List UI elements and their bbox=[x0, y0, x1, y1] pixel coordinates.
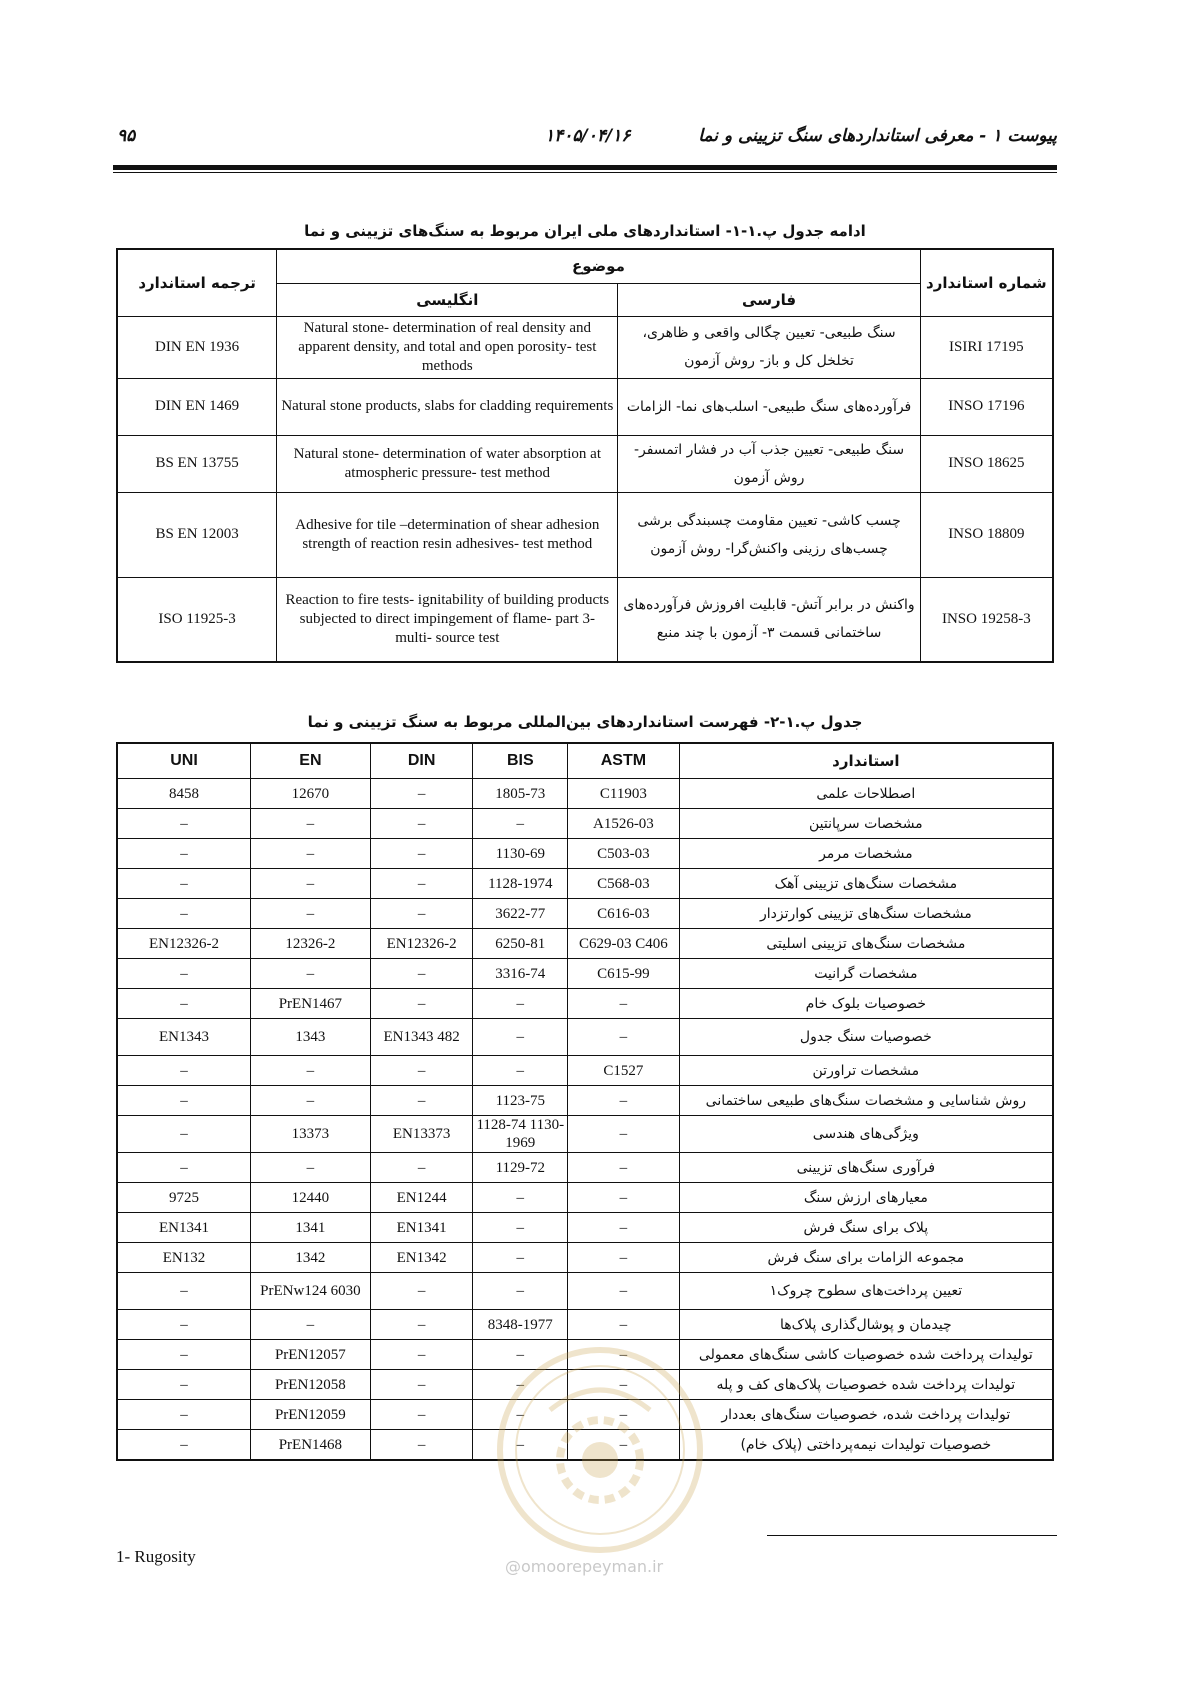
astm-cell: A1526-03 bbox=[568, 809, 680, 839]
en-cell: – bbox=[251, 1310, 371, 1340]
en-cell: 12326-2 bbox=[251, 929, 371, 959]
en-cell: – bbox=[251, 809, 371, 839]
translation-cell: DIN EN 1469 bbox=[117, 378, 277, 435]
uni-cell: – bbox=[117, 1056, 251, 1086]
din-cell: EN1244 bbox=[370, 1183, 473, 1213]
en-cell: 1341 bbox=[251, 1213, 371, 1243]
uni-cell: – bbox=[117, 809, 251, 839]
watermark-url: @omoorepeyman.ir bbox=[505, 1557, 664, 1576]
standard-cell: اصطلاحات علمی bbox=[679, 779, 1053, 809]
uni-cell: – bbox=[117, 959, 251, 989]
uni-cell: – bbox=[117, 839, 251, 869]
astm-cell: – bbox=[568, 1116, 680, 1153]
uni-cell: – bbox=[117, 1370, 251, 1400]
table-row bbox=[117, 869, 1053, 899]
astm-cell: C629-03 C406 bbox=[568, 929, 680, 959]
standard-cell: تولیدات پرداخت شده خصوصیات پلاک‌های کف و پله bbox=[679, 1370, 1053, 1400]
standard-cell: مشخصات سرپانتین bbox=[679, 809, 1053, 839]
bis-cell: – bbox=[473, 1370, 568, 1400]
table-row bbox=[117, 1243, 1053, 1273]
bis-cell: 1123-75 bbox=[473, 1086, 568, 1116]
table-row bbox=[117, 1273, 1053, 1310]
standard-number-cell: INSO 19258-3 bbox=[920, 577, 1053, 662]
en-cell: PrENw124 6030 bbox=[251, 1273, 371, 1310]
din-cell: – bbox=[370, 1400, 473, 1430]
header-persian: فارسی bbox=[618, 283, 920, 316]
uni-cell: – bbox=[117, 1310, 251, 1340]
din-cell: – bbox=[370, 1153, 473, 1183]
table-row bbox=[117, 779, 1053, 809]
table-row bbox=[117, 1183, 1053, 1213]
din-cell: – bbox=[370, 1370, 473, 1400]
table-row bbox=[117, 1400, 1053, 1430]
standard-cell: مشخصات سنگ‌های تزیینی اسلیتی bbox=[679, 929, 1053, 959]
standard-cell: مشخصات سنگ‌های تزیینی آهک bbox=[679, 869, 1053, 899]
bis-cell: – bbox=[473, 1183, 568, 1213]
astm-cell: – bbox=[568, 1183, 680, 1213]
table-row bbox=[117, 1340, 1053, 1370]
din-cell: – bbox=[370, 1340, 473, 1370]
english-title-cell: Natural stone- determination of water absorption at atmospheric pressure- test method bbox=[277, 435, 618, 492]
astm-cell: – bbox=[568, 1273, 680, 1310]
astm-cell: – bbox=[568, 1086, 680, 1116]
table-international-standards bbox=[116, 742, 1054, 1461]
standard-number-cell: ISIRI 17195 bbox=[920, 316, 1053, 378]
uni-cell: EN1343 bbox=[117, 1019, 251, 1056]
astm-cell: – bbox=[568, 1213, 680, 1243]
footnote-rule bbox=[767, 1535, 1057, 1536]
din-cell: – bbox=[370, 869, 473, 899]
standard-cell: مشخصات تراورتن bbox=[679, 1056, 1053, 1086]
table-row bbox=[117, 929, 1053, 959]
en-cell: 13373 bbox=[251, 1116, 371, 1153]
en-cell: – bbox=[251, 899, 371, 929]
uni-cell: EN12326-2 bbox=[117, 929, 251, 959]
header-english: انگلیسی bbox=[277, 283, 618, 316]
header-subject: موضوع bbox=[277, 249, 920, 283]
persian-title-cell: سنگ طبیعی- تعیین جذب آب در فشار اتمسفر- روش آزمون bbox=[618, 435, 920, 492]
en-cell: PrEN12059 bbox=[251, 1400, 371, 1430]
en-cell: – bbox=[251, 839, 371, 869]
header-bis: BIS bbox=[473, 743, 568, 779]
table-row bbox=[117, 1153, 1053, 1183]
en-cell: – bbox=[251, 869, 371, 899]
bis-cell: 3622-77 bbox=[473, 899, 568, 929]
astm-cell: – bbox=[568, 1019, 680, 1056]
bis-cell: – bbox=[473, 989, 568, 1019]
table-row bbox=[117, 809, 1053, 839]
en-cell: – bbox=[251, 1153, 371, 1183]
english-title-cell: Adhesive for tile –determination of shear adhesion strength of reaction resin adhesives- test method bbox=[277, 492, 618, 577]
uni-cell: – bbox=[117, 1273, 251, 1310]
english-title-cell: Natural stone- determination of real density and apparent density, and total and open porosity- test methods bbox=[277, 316, 618, 378]
en-cell: 1342 bbox=[251, 1243, 371, 1273]
table1-caption: ادامه جدول پ.۱-۱- استانداردهای ملی ایران مربوط به سنگ‌های تزیینی و نما bbox=[304, 222, 866, 240]
english-title-cell: Reaction to fire tests- ignitability of building products subjected to direct impingement of flame- part 3- multi- source test bbox=[277, 577, 618, 662]
uni-cell: 8458 bbox=[117, 779, 251, 809]
uni-cell: – bbox=[117, 1430, 251, 1461]
uni-cell: – bbox=[117, 1116, 251, 1153]
din-cell: – bbox=[370, 1086, 473, 1116]
translation-cell: DIN EN 1936 bbox=[117, 316, 277, 378]
bis-cell: 1128-1974 bbox=[473, 869, 568, 899]
standard-number-cell: INSO 18809 bbox=[920, 492, 1053, 577]
footnote: 1- Rugosity bbox=[116, 1547, 196, 1566]
din-cell: EN1343 482 bbox=[370, 1019, 473, 1056]
standard-cell: خصوصیات تولیدات نیمه‌پرداختی (پلاک خام) bbox=[679, 1430, 1053, 1461]
standard-cell: تولیدات پرداخت شده، خصوصیات سنگ‌های بعددار bbox=[679, 1400, 1053, 1430]
astm-cell: – bbox=[568, 1340, 680, 1370]
en-cell: – bbox=[251, 959, 371, 989]
bis-cell: 1129-72 bbox=[473, 1153, 568, 1183]
table-row bbox=[117, 1116, 1053, 1153]
standard-cell: تعیین پرداخت‌های سطوح چروک۱ bbox=[679, 1273, 1053, 1310]
table-row bbox=[117, 899, 1053, 929]
bis-cell: 1128-74 1130-1969 bbox=[473, 1116, 568, 1153]
persian-title-cell: فرآورده‌های سنگ طبیعی- اسلب‌های نما- الزامات bbox=[618, 378, 920, 435]
table-row bbox=[117, 492, 1053, 577]
astm-cell: C616-03 bbox=[568, 899, 680, 929]
en-cell: 1343 bbox=[251, 1019, 371, 1056]
table-row bbox=[117, 839, 1053, 869]
din-cell: EN1341 bbox=[370, 1213, 473, 1243]
table-row bbox=[117, 1213, 1053, 1243]
standard-cell: چیدمان و پوشال‌گذاری پلاک‌ها bbox=[679, 1310, 1053, 1340]
table-row bbox=[117, 1310, 1053, 1340]
din-cell: – bbox=[370, 959, 473, 989]
astm-cell: C503-03 bbox=[568, 839, 680, 869]
uni-cell: – bbox=[117, 1400, 251, 1430]
din-cell: EN13373 bbox=[370, 1116, 473, 1153]
astm-cell: C568-03 bbox=[568, 869, 680, 899]
header-translation: ترجمه استاندارد bbox=[117, 249, 277, 316]
astm-cell: – bbox=[568, 1400, 680, 1430]
persian-title-cell: واکنش در برابر آتش- قابلیت افروزش فرآورده‌های ساختمانی قسمت ۳- آزمون با چند منبع bbox=[618, 577, 920, 662]
persian-title-cell: چسب کاشی- تعیین مقاومت چسبندگی برشی چسب‌های رزینی واکنش‌گرا- روش آزمون bbox=[618, 492, 920, 577]
table-row bbox=[117, 1086, 1053, 1116]
bis-cell: – bbox=[473, 1213, 568, 1243]
astm-cell: – bbox=[568, 989, 680, 1019]
header-standard: استاندارد bbox=[679, 743, 1053, 779]
header-number: شماره استاندارد bbox=[920, 249, 1053, 316]
astm-cell: – bbox=[568, 1153, 680, 1183]
standard-cell: پلاک برای سنگ فرش bbox=[679, 1213, 1053, 1243]
table2-caption: جدول پ.۱-۲- فهرست استانداردهای بین‌المللی مربوط به سنگ تزیینی و نما bbox=[307, 713, 863, 731]
table-row bbox=[117, 378, 1053, 435]
table-row bbox=[117, 1019, 1053, 1056]
table-row bbox=[117, 989, 1053, 1019]
en-cell: PrEN12058 bbox=[251, 1370, 371, 1400]
standard-cell: مجموعه الزامات برای سنگ فرش bbox=[679, 1243, 1053, 1273]
table-row bbox=[117, 316, 1053, 378]
bis-cell: – bbox=[473, 1273, 568, 1310]
table-row bbox=[117, 959, 1053, 989]
bis-cell: 1130-69 bbox=[473, 839, 568, 869]
translation-cell: BS EN 13755 bbox=[117, 435, 277, 492]
standard-cell: مشخصات گرانیت bbox=[679, 959, 1053, 989]
bis-cell: – bbox=[473, 1056, 568, 1086]
en-cell: 12440 bbox=[251, 1183, 371, 1213]
table-row bbox=[117, 1056, 1053, 1086]
standard-number-cell: INSO 18625 bbox=[920, 435, 1053, 492]
standard-number-cell: INSO 17196 bbox=[920, 378, 1053, 435]
uni-cell: – bbox=[117, 899, 251, 929]
uni-cell: – bbox=[117, 989, 251, 1019]
table-row bbox=[117, 435, 1053, 492]
translation-cell: BS EN 12003 bbox=[117, 492, 277, 577]
standard-cell: مشخصات سنگ‌های تزیینی کوارتزدار bbox=[679, 899, 1053, 929]
uni-cell: – bbox=[117, 869, 251, 899]
standard-cell: خصوصیات سنگ جدول bbox=[679, 1019, 1053, 1056]
table-row bbox=[117, 577, 1053, 662]
page-header bbox=[113, 126, 1057, 158]
bis-cell: 6250-81 bbox=[473, 929, 568, 959]
en-cell: – bbox=[251, 1056, 371, 1086]
header-date: ۱۴۰۵/۰۴/۱۶ bbox=[545, 126, 631, 146]
en-cell: PrEN1467 bbox=[251, 989, 371, 1019]
persian-title-cell: سنگ طبیعی- تعیین چگالی واقعی و ظاهری، تخلخل کل و باز- روش آزمون bbox=[618, 316, 920, 378]
standard-cell: روش شناسایی و مشخصات سنگ‌های طبیعی ساختمانی bbox=[679, 1086, 1053, 1116]
uni-cell: EN1341 bbox=[117, 1213, 251, 1243]
en-cell: PrEN1468 bbox=[251, 1430, 371, 1461]
uni-cell: – bbox=[117, 1153, 251, 1183]
din-cell: – bbox=[370, 839, 473, 869]
english-title-cell: Natural stone products, slabs for cladding requirements bbox=[277, 378, 618, 435]
header-uni: UNI bbox=[117, 743, 251, 779]
uni-cell: – bbox=[117, 1086, 251, 1116]
header-din: DIN bbox=[370, 743, 473, 779]
header-astm: ASTM bbox=[568, 743, 680, 779]
bis-cell: 8348-1977 bbox=[473, 1310, 568, 1340]
header-rule-thin bbox=[113, 172, 1057, 173]
din-cell: – bbox=[370, 1310, 473, 1340]
din-cell: – bbox=[370, 1056, 473, 1086]
bis-cell: – bbox=[473, 1340, 568, 1370]
bis-cell: 3316-74 bbox=[473, 959, 568, 989]
header-en: EN bbox=[251, 743, 371, 779]
uni-cell: EN132 bbox=[117, 1243, 251, 1273]
standard-cell: مشخصات مرمر bbox=[679, 839, 1053, 869]
en-cell: 12670 bbox=[251, 779, 371, 809]
page-number: ۹۵ bbox=[117, 126, 136, 146]
astm-cell: C11903 bbox=[568, 779, 680, 809]
standard-cell: معیارهای ارزش سنگ bbox=[679, 1183, 1053, 1213]
din-cell: – bbox=[370, 1430, 473, 1461]
bis-cell: – bbox=[473, 809, 568, 839]
din-cell: – bbox=[370, 1273, 473, 1310]
table-row bbox=[117, 1430, 1053, 1461]
table-iran-national-standards bbox=[116, 248, 1054, 663]
bis-cell: – bbox=[473, 1430, 568, 1461]
din-cell: EN12326-2 bbox=[370, 929, 473, 959]
running-title: پیوست ۱ - معرفی استانداردهای سنگ تزیینی و نما bbox=[698, 126, 1057, 146]
standard-cell: فرآوری سنگ‌های تزیینی bbox=[679, 1153, 1053, 1183]
astm-cell: C615-99 bbox=[568, 959, 680, 989]
uni-cell: 9725 bbox=[117, 1183, 251, 1213]
bis-cell: – bbox=[473, 1243, 568, 1273]
bis-cell: – bbox=[473, 1400, 568, 1430]
en-cell: PrEN12057 bbox=[251, 1340, 371, 1370]
astm-cell: – bbox=[568, 1370, 680, 1400]
en-cell: – bbox=[251, 1086, 371, 1116]
astm-cell: – bbox=[568, 1243, 680, 1273]
bis-cell: – bbox=[473, 1019, 568, 1056]
din-cell: – bbox=[370, 779, 473, 809]
header-rule-thick bbox=[113, 165, 1057, 170]
din-cell: – bbox=[370, 899, 473, 929]
astm-cell: – bbox=[568, 1430, 680, 1461]
bis-cell: 1805-73 bbox=[473, 779, 568, 809]
table-row bbox=[117, 1370, 1053, 1400]
astm-cell: C1527 bbox=[568, 1056, 680, 1086]
astm-cell: – bbox=[568, 1310, 680, 1340]
translation-cell: ISO 11925-3 bbox=[117, 577, 277, 662]
uni-cell: – bbox=[117, 1340, 251, 1370]
standard-cell: ویژگی‌های هندسی bbox=[679, 1116, 1053, 1153]
din-cell: – bbox=[370, 809, 473, 839]
din-cell: EN1342 bbox=[370, 1243, 473, 1273]
din-cell: – bbox=[370, 989, 473, 1019]
standard-cell: تولیدات پرداخت شده خصوصیات کاشی سنگ‌های معمولی bbox=[679, 1340, 1053, 1370]
standard-cell: خصوصیات بلوک خام bbox=[679, 989, 1053, 1019]
